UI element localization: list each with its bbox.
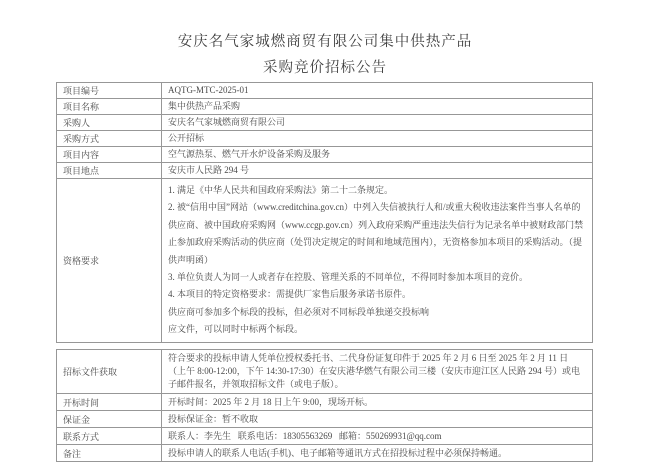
text-line: 4. 本项目的特定资格要求：需提供厂家售后服务承诺书原件。 [168, 289, 412, 300]
table-row [57, 394, 593, 411]
text-line: 1. 满足《中华人民共和国政府采购法》第二十二条规定。 [168, 185, 394, 195]
row-value [162, 147, 593, 163]
row-value [162, 99, 593, 115]
row-label: 联系方式 [57, 428, 162, 445]
bidding-details-table [56, 349, 593, 463]
row-label: 保证金 [57, 411, 162, 428]
text-line: 供应商可参加多个标段的投标，但必须对不同标段单独递交投标响 [168, 306, 430, 317]
table-row [57, 411, 593, 428]
table-row [57, 83, 593, 99]
row-value [162, 428, 593, 445]
table-row [57, 99, 593, 115]
project-info-table [56, 82, 593, 343]
text-line: 投标保证金：暂不收取 [168, 413, 259, 424]
row-value [162, 179, 593, 343]
row-value [162, 349, 593, 394]
text-line: AQTG-MTC-2025-01 [168, 85, 249, 95]
text-line: 2. 被“信用中国”网站（www.creditchina.gov.cn）中列入失信被执行人和/或重大税收违法案件当事人名单的供应商、被中国政府采购网（www.ccgp.gov.cn）列入政府采购严重违法失信行为记录名单中被财政部门禁止参加政府采购活动的供应商（处罚决定规定的时间和地域范围内），无资格参加本项目的采购活动。（提供声明函） [168, 202, 584, 265]
text-line: 符合要求的投标申请人凭单位授权委托书、二代身份证复印件于 2025 年 2 月 6 日至 2025 年 2 月 11 日（上午 8:00-12:00，下午 14:30-17:30）在安庆港华燃气有限公司三楼（安庆市迎江区人民路 294 号）或电子邮件报名，并领取招标文件（或电子版）。 [168, 352, 580, 390]
text-line: 安庆名气家城燃商贸有限公司 [168, 117, 286, 127]
row-value [162, 394, 593, 411]
document-title-line2: 采购竞价招标公告 [263, 60, 387, 76]
row-label: 采购方式 [57, 131, 162, 147]
row-label: 采购人 [57, 115, 162, 131]
row-label: 项目编号 [57, 83, 162, 99]
text-line: 开标时间：2025 年 2 月 18 日上午 9:00，现场开标。 [168, 396, 374, 407]
table-row [57, 445, 593, 462]
text-line: 应文件，可以同时中标两个标段。 [168, 324, 304, 335]
row-label: 备注 [57, 445, 162, 462]
row-value [162, 411, 593, 428]
text-line: 集中供热产品采购 [168, 101, 241, 111]
table-row [57, 179, 593, 343]
table-row [57, 147, 593, 163]
table-row [57, 428, 593, 445]
text-line: 3. 单位负责人为同一人或者存在控股、管理关系的不同单位，不得同时参加本项目的竞价。 [168, 272, 529, 283]
text-line: 投标申请人的联系人电话(手机)、电子邮箱等通讯方式在招投标过程中必须保持畅通。 [168, 447, 507, 458]
document-title-line1: 安庆名气家城燃商贸有限公司集中供热产品 [177, 34, 473, 50]
text-line: 空气源热泵、燃气开水炉设备采购及服务 [168, 149, 331, 159]
text-line: 安庆市人民路 294 号 [168, 165, 250, 175]
row-value [162, 131, 593, 147]
text-line: 联系人：李先生 联系电话：18305563269 邮箱：550269931@qq.com [168, 430, 442, 441]
row-value [162, 83, 593, 99]
row-label: 招标文件获取 [57, 349, 162, 394]
row-value [162, 445, 593, 462]
table-row [57, 163, 593, 179]
row-label: 开标时间 [57, 394, 162, 411]
row-value [162, 163, 593, 179]
row-label: 项目内容 [57, 147, 162, 163]
row-label: 资格要求 [57, 179, 162, 343]
text-line: 公开招标 [168, 133, 205, 143]
row-label: 项目名称 [57, 99, 162, 115]
row-label: 项目地点 [57, 163, 162, 179]
table-row [57, 349, 593, 394]
table-row [57, 115, 593, 131]
table-row [57, 131, 593, 147]
row-value [162, 115, 593, 131]
